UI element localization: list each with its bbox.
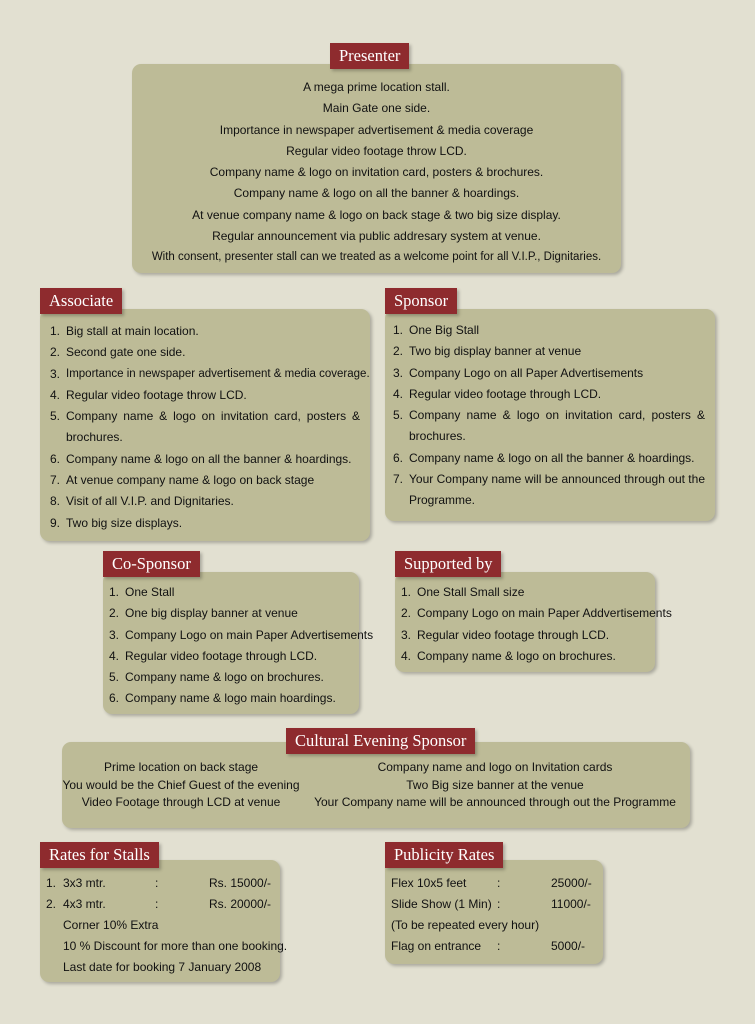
list-item: 2. One big display banner at venue: [109, 606, 298, 621]
list-item: 6. Company name & logo on all the banner & hoardings.: [393, 450, 695, 465]
co-sponsor-box: [103, 572, 374, 714]
list-item: 4. Regular video footage throw LCD.: [50, 387, 247, 402]
publicity-box: [385, 860, 603, 964]
list-item: 4. Company name & logo on brochures.: [401, 648, 616, 663]
list-item: 6. Company name & logo on all the banner & hoardings.: [50, 451, 352, 466]
stall-rate-row: 2. 4x3 mtr. : Rs. 20000/-: [46, 897, 272, 911]
publicity-note: (To be repeated every hour): [391, 918, 540, 932]
list-item: 3. Regular video footage through LCD.: [401, 627, 610, 642]
list-item: 8. Visit of all V.I.P. and Dignitaries.: [50, 494, 234, 509]
cultural-line: You would be the Chief Guest of the evening: [62, 777, 300, 792]
cultural-line: Your Company name will be announced through out the Programme: [314, 795, 676, 809]
cultural-box: [62, 742, 690, 828]
cultural-left-column: [62, 759, 300, 812]
list-item: 4. Regular video footage through LCD.: [393, 386, 602, 401]
publicity-row: Flag on entrance : 5000/-: [391, 939, 586, 953]
list-item: 2. Second gate one side.: [50, 345, 186, 360]
cultural-line: Prime location on back stage: [103, 760, 259, 774]
list-item: 4. Regular video footage through LCD.: [109, 648, 318, 663]
list-item: 7. Your Company name will be announced through out the Programme.: [393, 472, 705, 508]
stall-rates-header: Rates for Stalls: [40, 842, 159, 868]
cultural-header: Cultural Evening Sponsor: [286, 728, 475, 754]
co-sponsor-header: Co-Sponsor: [103, 551, 200, 577]
presenter-line: Regular video footage throw LCD.: [286, 143, 467, 158]
stall-note: 10 % Discount for more than one booking.: [63, 939, 288, 953]
list-item: 9. Two big size displays.: [50, 515, 183, 530]
supported-by-header: Supported by: [395, 551, 501, 577]
sponsor-box: [385, 309, 715, 521]
sponsor-header: Sponsor: [385, 288, 457, 314]
list-item: 1. One Stall: [109, 585, 175, 599]
associate-header: Associate: [40, 288, 122, 314]
list-item: 2. Two big display banner at venue: [393, 344, 582, 359]
list-item: 3. Importance in newspaper advertisement & media coverage.: [50, 366, 370, 381]
publicity-row: Slide Show (1 Min) : 11000/-: [391, 897, 591, 911]
presenter-header: Presenter: [330, 43, 409, 69]
stall-note: Corner 10% Extra: [63, 918, 159, 932]
presenter-line: Importance in newspaper advertisement & media coverage: [219, 122, 534, 137]
list-item: 3. Company Logo on main Paper Advertisements: [109, 627, 374, 642]
stall-rates-box: [40, 860, 288, 982]
list-item: 5. Company name & logo on invitation card, posters & brochures.: [393, 408, 705, 444]
presenter-box: [132, 64, 621, 273]
presenter-line: Company name & logo on invitation card, posters & brochures.: [209, 165, 544, 180]
presenter-line: With consent, presenter stall can we treated as a welcome point for all V.I.P., Dignitaries.: [151, 251, 602, 264]
publicity-row: Flex 10x5 feet : 25000/-: [391, 876, 592, 890]
list-item: 7. At venue company name & logo on back stage: [50, 473, 315, 488]
list-item: 6. Company name & logo main hoardings.: [109, 691, 336, 706]
list-item: 1. One Big Stall: [393, 323, 480, 337]
supported-by-box: [395, 572, 672, 672]
cultural-line: Company name and logo on Invitation cards: [377, 760, 613, 774]
presenter-line: Regular announcement via public addresary system at venue.: [212, 229, 541, 244]
cultural-right-column: [300, 759, 690, 812]
list-item: 1. Big stall at main location.: [50, 324, 199, 338]
publicity-header: Publicity Rates: [385, 842, 503, 868]
presenter-line: At venue company name & logo on back stage & two big size display.: [192, 207, 561, 222]
list-item: 1. One Stall Small size: [401, 585, 525, 599]
stall-rate-row: 1. 3x3 mtr. : Rs. 15000/-: [46, 876, 272, 890]
presenter-line: A mega prime location stall.: [303, 80, 450, 94]
list-item: 2. Company Logo on main Paper Addvertisements: [401, 606, 672, 621]
list-item: 5. Company name & logo on invitation card, posters & brochures.: [50, 409, 360, 445]
stall-note: Last date for booking 7 January 2008: [63, 960, 262, 974]
presenter-line: Main Gate one side.: [322, 101, 431, 116]
cultural-line: Video Footage through LCD at venue: [81, 795, 281, 809]
list-item: 3. Company Logo on all Paper Advertisements: [393, 365, 644, 380]
list-item: 5. Company name & logo on brochures.: [109, 670, 324, 685]
associate-box: [40, 309, 370, 541]
presenter-line: Company name & logo on all the banner & hoardings.: [233, 186, 520, 201]
cultural-line: Two Big size banner at the venue: [406, 777, 584, 792]
